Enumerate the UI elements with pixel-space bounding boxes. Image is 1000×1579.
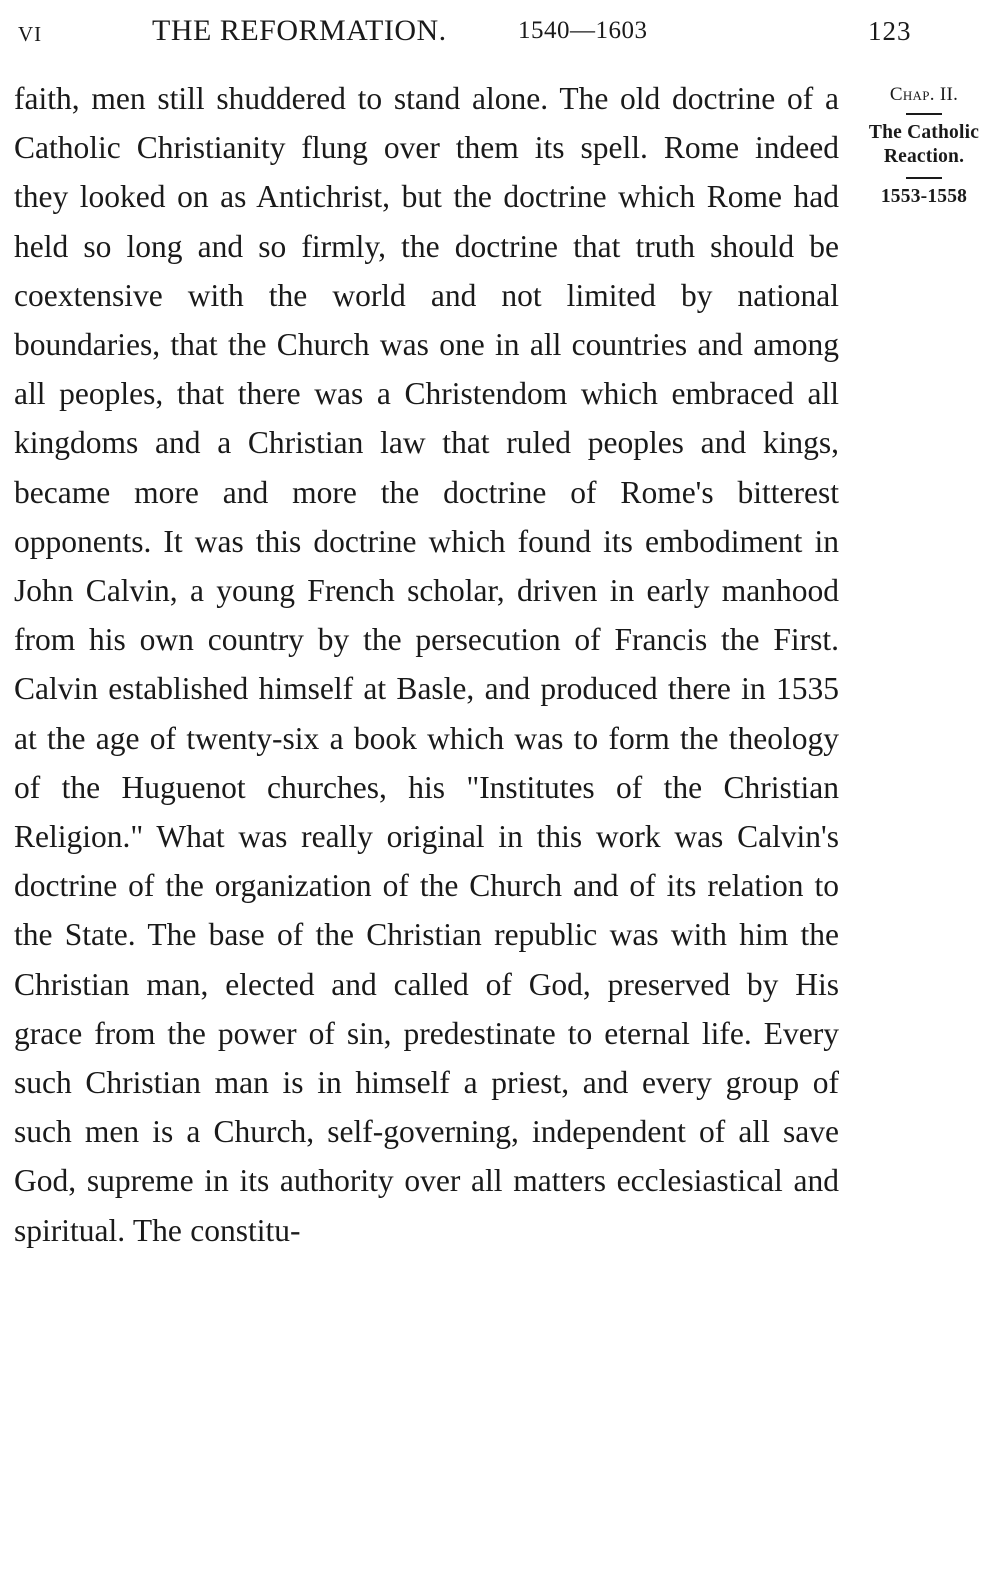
marginal-note	[858, 84, 990, 208]
page-number: 123	[868, 16, 912, 46]
body-paragraph: faith, men still shuddered to stand alone. The old doctrine of a Catholic Christianity flung over them its spell. Rome indeed they looked on as Antichrist, but the doctrine which Rome had held so long and so firmly, the doctrine that truth should be coextensive with the world and not limited by national boundaries, that the Church was one in all countries and among all peoples, that there was a Christendom which embraced all kingdoms and a Christian law that ruled peoples and kings, became more and more the doctrine of Rome's bitterest opponents. It was this doctrine which found its embodiment in John Calvin, a young French scholar, driven in early manhood from his own country by the persecution of Francis the First. Calvin established himself at Basle, and produced there in 1535 at the age of twenty-six a book which was to form the theology of the Huguenot churches, his "Institutes of the Christian Religion." What was really original in this work was Calvin's doctrine of the organization of the Church and of its relation to the State. The base of the Christian republic was with him the Christian man, elected and called of God, preserved by His grace from the power of sin, predestinate to eternal life. Every such Christian man is in himself a priest, and every group of such men is a Church, self-governing, independent of all save God, supreme in its authority over all matters ecclesiastical and spiritual. The constitu-	[14, 81, 839, 1248]
marginal-note-label: The Catholic Reaction.	[868, 122, 980, 167]
marginal-note-dates: 1553-1558	[880, 186, 968, 207]
marginal-note-chapter: Chap. II.	[889, 84, 959, 105]
marginal-note-rule-2	[906, 177, 942, 179]
marginal-note-rule	[906, 113, 942, 115]
running-head	[0, 14, 1000, 54]
running-head-signature: VI	[18, 22, 43, 46]
running-head-dates: 1540—1603	[518, 17, 648, 44]
body-text-column	[14, 74, 839, 1255]
running-head-title: THE REFORMATION.	[152, 14, 447, 47]
